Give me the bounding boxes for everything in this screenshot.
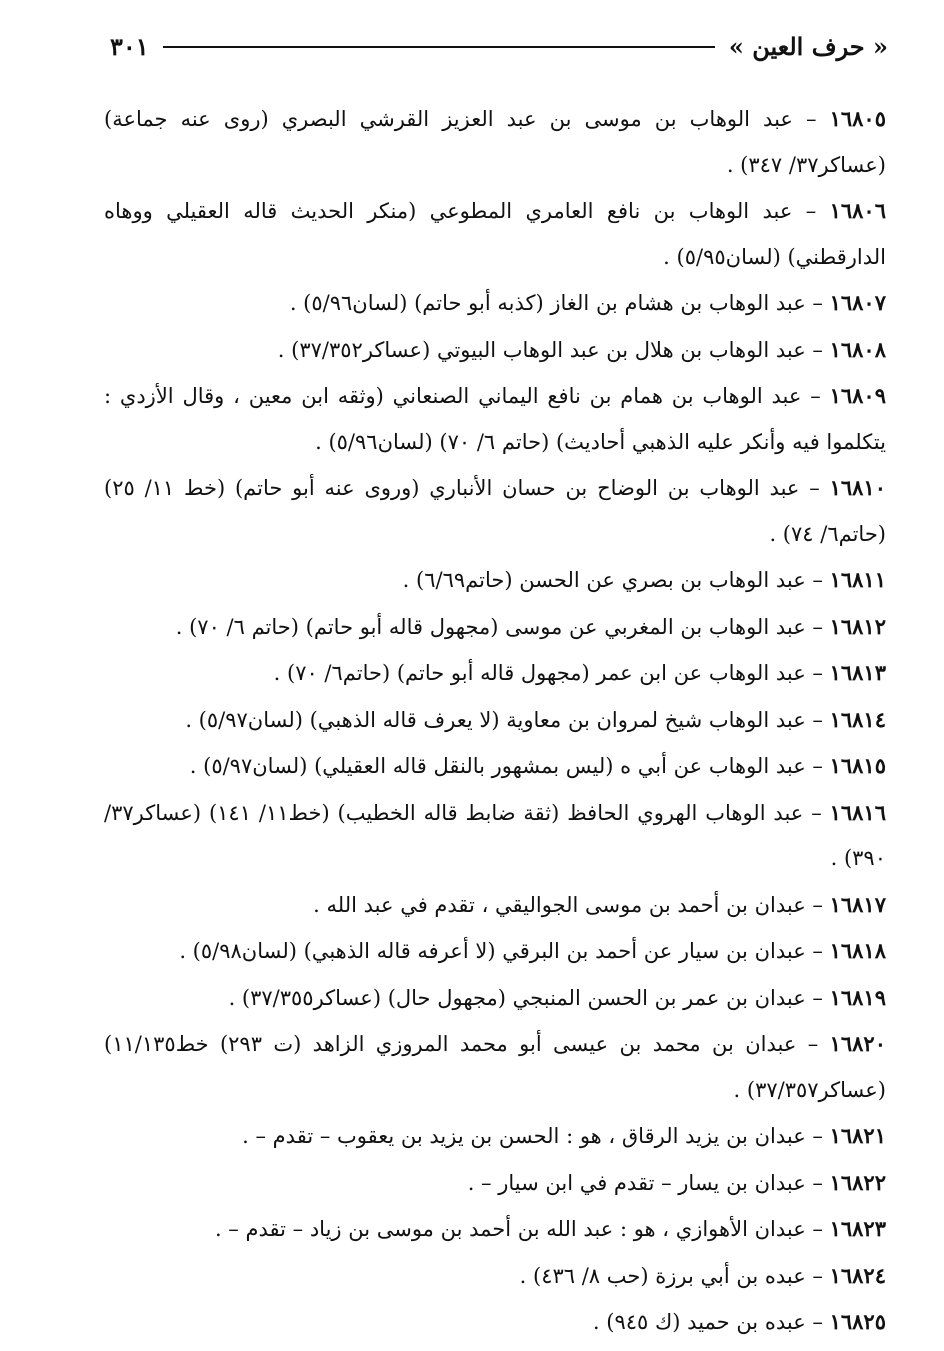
- entry-number: ١٦٨٠٧: [829, 290, 886, 315]
- entry-text: عبدان بن محمد بن عيسى أبو محمد المروزي الزاهد (ت ٢٩٣) خط١١/١٣٥) (عساكر٣٧/٣٥٧) .: [104, 1032, 886, 1102]
- entry-number: ١٦٨٠٨: [829, 336, 886, 362]
- entry-separator: –: [805, 1217, 830, 1241]
- list-item: [104, 1021, 886, 1113]
- list-item: [104, 188, 886, 280]
- entry-number: ١٦٨١٣: [829, 660, 886, 685]
- section-title: « حرف العين »: [728, 32, 888, 61]
- entry-number: ١٦٨٠٥: [829, 106, 886, 131]
- list-item: [104, 1113, 886, 1160]
- entry-number: ١٦٨١٩: [829, 984, 886, 1010]
- list-item: [104, 96, 886, 188]
- entry-separator: –: [805, 291, 830, 315]
- entry-number: ١٦٨١٤: [829, 706, 886, 732]
- entry-separator: –: [805, 337, 830, 362]
- entry-separator: –: [805, 568, 830, 592]
- page-header: [110, 26, 888, 68]
- list-item: [104, 743, 886, 790]
- entry-text: عبد الوهاب شيخ لمروان بن معاوية (لا يعرف قاله الذهبي) (لسان٥/٩٧) .: [185, 707, 806, 732]
- entry-text: عبد الوهاب بن بصري عن الحسن (حاتم٦/٦٩) .: [402, 568, 806, 592]
- entry-number: ١٦٨٢١: [829, 1123, 886, 1148]
- entry-text: عبدان بن يسار – تقدم في ابن سيار – .: [467, 1170, 806, 1195]
- list-item: [104, 1160, 886, 1207]
- page-number: ٣٠١: [110, 32, 149, 61]
- entry-separator: –: [799, 476, 830, 500]
- entry-separator: –: [805, 939, 830, 963]
- list-item: [104, 650, 886, 697]
- entry-text: عبد الوهاب بن المغربي عن موسى (مجهول قاله أبو حاتم) (حاتم ٦/ ٧٠) .: [175, 614, 806, 639]
- entry-number: ١٦٨١٨: [829, 938, 886, 963]
- list-item: [104, 373, 886, 465]
- entry-list: [104, 96, 886, 1346]
- entry-text: عبد الوهاب بن موسى بن عبد العزيز القرشي البصري (روى عنه جماعة) (عساكر٣٧/ ٣٤٧) .: [104, 107, 886, 177]
- entry-text: عبد الوهاب بن الوضاح بن حسان الأنباري (وروى عنه أبو حاتم) (خط ١١/ ٢٥) (حاتم٦/ ٧٤) .: [104, 476, 886, 546]
- list-item: [104, 975, 886, 1022]
- entry-text: عبدان بن يزيد الرقاق ، هو : الحسن بن يزيد بن يعقوب – تقدم – .: [242, 1124, 806, 1148]
- entry-text: عبدان بن عمر بن الحسن المنبجي (مجهول حال) (عساكر٣٧/٣٥٥) .: [228, 985, 806, 1010]
- entry-separator: –: [801, 384, 830, 408]
- entry-number: ١٦٨٢٥: [829, 1309, 886, 1334]
- entry-text: عبد الوهاب الهروي الحافظ (ثقة ضابط قاله الخطيب) (خط١١/ ١٤١) (عساكر٣٧/ ٣٩٠) .: [104, 800, 886, 870]
- list-item: [104, 928, 886, 975]
- entry-separator: –: [805, 892, 830, 917]
- entry-number: ١٦٨٢٣: [829, 1216, 886, 1241]
- list-item: [104, 697, 886, 744]
- entry-text: عبدان الأهوازي ، هو : عبد الله بن أحمد بن موسى بن زياد – تقدم – .: [214, 1217, 806, 1241]
- entry-separator: –: [805, 614, 830, 639]
- entry-number: ١٦٨١٠: [829, 475, 886, 500]
- entry-separator: –: [805, 661, 830, 685]
- list-item: [104, 465, 886, 557]
- entry-separator: –: [805, 1310, 830, 1334]
- entry-text: عبدان بن أحمد بن موسى الجواليقي ، تقدم في عبد الله .: [313, 892, 806, 917]
- list-item: [104, 790, 886, 882]
- entry-separator: –: [805, 754, 830, 778]
- entry-number: ١٦٨٠٦: [829, 198, 886, 223]
- entry-number: ١٦٨١٢: [829, 613, 886, 639]
- entry-text: عبد الوهاب بن هشام بن الغاز (كذبه أبو حاتم) (لسان٥/٩٦) .: [289, 291, 806, 315]
- entry-text: عبدان بن سيار عن أحمد بن البرقي (لا أعرفه قاله الذهبي) (لسان٥/٩٨) .: [179, 939, 806, 963]
- list-item: [104, 1253, 886, 1300]
- entry-text: عبد الوهاب عن ابن عمر (مجهول قاله أبو حاتم) (حاتم٦/ ٧٠) .: [273, 661, 806, 685]
- entry-number: ١٦٨٢٠: [829, 1031, 886, 1056]
- list-item: [104, 327, 886, 374]
- list-item: [104, 1206, 886, 1253]
- entry-separator: –: [805, 707, 830, 732]
- list-item: [104, 604, 886, 651]
- header-rule: [163, 46, 715, 48]
- entry-number: ١٦٨١١: [829, 567, 886, 592]
- entry-separator: –: [805, 1124, 830, 1148]
- entry-text: عبده بن أبي برزة (حب ٨/ ٤٣٦) .: [519, 1263, 806, 1288]
- entry-text: عبد الوهاب بن همام بن نافع اليماني الصنعاني (وثقه ابن معين ، وقال الأزدي : يتكلموا فيه وأنكر عليه الذهبي أحاديث) (حاتم ٦/ ٧٠) (لسان٥/٩٦) .: [104, 384, 886, 454]
- entry-text: عبد الوهاب بن نافع العامري المطوعي (منكر الحديث قاله العقيلي ووهاه الدارقطني) (لسان٥/٩٥) .: [104, 199, 886, 269]
- entry-number: ١٦٨٢٢: [829, 1169, 886, 1195]
- entry-number: ١٦٨٠٩: [829, 383, 886, 408]
- entry-text: عبده بن حميد (ك ٩٤٥) .: [592, 1310, 806, 1334]
- entry-separator: –: [792, 107, 830, 131]
- entry-separator: –: [805, 1170, 830, 1195]
- list-item: [104, 1299, 886, 1346]
- entry-number: ١٦٨١٦: [829, 799, 886, 825]
- list-item: [104, 557, 886, 604]
- list-item: [104, 882, 886, 929]
- entry-separator: –: [805, 985, 830, 1010]
- entry-separator: –: [803, 800, 830, 825]
- entry-separator: –: [796, 1032, 830, 1056]
- entry-number: ١٦٨١٧: [829, 891, 886, 917]
- entry-number: ١٦٨٢٤: [829, 1262, 886, 1288]
- entry-text: عبد الوهاب بن هلال بن عبد الوهاب البيوتي (عساكر٣٧/٣٥٢) .: [277, 337, 806, 362]
- entry-text: عبد الوهاب عن أبي ه (ليس بمشهور بالنقل قاله العقيلي) (لسان٥/٩٧) .: [189, 754, 806, 778]
- entry-separator: –: [805, 1263, 830, 1288]
- list-item: [104, 280, 886, 327]
- entry-separator: –: [792, 199, 830, 223]
- entry-number: ١٦٨١٥: [829, 753, 886, 778]
